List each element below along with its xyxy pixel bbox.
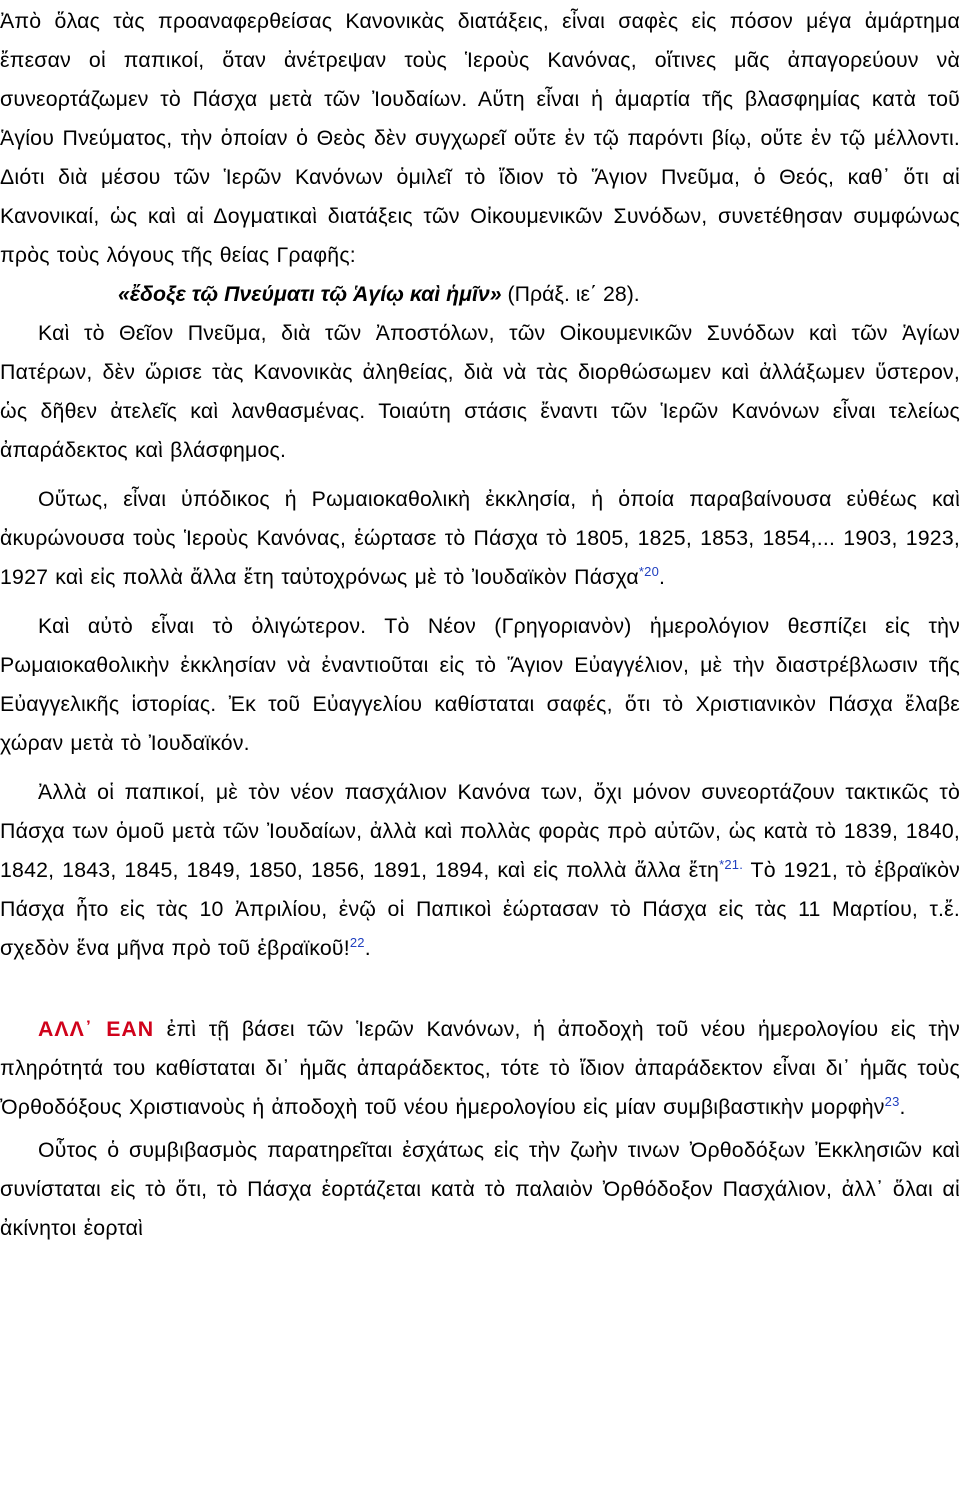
paragraph-text: Καὶ αὐτὸ εἶναι τὸ ὀλιγώτερον. Τὸ Νέον (Γρηγοριανὸν) ἡμερολόγιον θεσπίζει εἰς τὴν Ρωμαιοκαθολικὴν ἐκκλησίαν νὰ ἐναντιοῦται εἰς τὸ Ἅγιον Εὐαγγέλιον, μὲ τὴν διαστρέβλωσιν τῆς Εὐαγγελικῆς ἱστορίας. Ἐκ τοῦ Εὐαγγελίου καθίσταται σαφές, ὅτι τὸ Χριστιανικὸν Πάσχα ἔλαβε χώραν μετὰ τὸ Ἰουδαϊκόν. bbox=[0, 614, 960, 755]
paragraph-text-continued: Τὸ 1921, τὸ ἑβραϊκὸν Πάσχα ἦτο εἰς τὰς 10 Ἀπριλίου, ἐνῷ οἱ Παπικοὶ ἑώρτασαν τὸ Πάσχα εἰς τὰς 11 Μαρτίου, τ.ἔ. σχεδὸν ἕνα μῆνα πρὸ τοῦ ἑβραϊκοῦ! bbox=[0, 858, 960, 960]
paragraph-text: ἐπὶ τῇ βάσει τῶν Ἱερῶν Κανόνων, ἡ ἀποδοχὴ τοῦ νέου ἡμερολογίου εἰς τὴν πληρότητά του καθίσταται δι᾽ ἡμᾶς ἀπαράδεκτος, τότε τὸ ἴδιον ἀπαράδεκτον εἶναι δι᾽ ἡμᾶς τοὺς Ὀρθοδόξους Χριστιανοὺς ἡ ἀποδοχὴ τοῦ νέου ἡμερολογίου εἰς μίαν συμβιβαστικὴν μορφὴν bbox=[0, 1017, 960, 1119]
footnote-marker[interactable]: 23 bbox=[884, 1093, 900, 1109]
paragraph-end: . bbox=[899, 1095, 906, 1119]
paragraph-text: Ἀλλὰ οἱ παπικοί, μὲ τὸν νέον πασχάλιον Κανόνα των, ὄχι μόνον συνεορτάζουν τακτικῶς τὸ Πάσχα των ὁμοῦ μετὰ τῶν Ἰουδαίων, ἀλλὰ καὶ πολλὰς φορὰς πρὸ αὐτῶν, ὡς κατὰ τὸ 1839, 1840, 1842, 1843, 1845, 1849, 1850, 1856, 1891, 1894, καὶ εἰς πολλὰ ἄλλα ἔτη bbox=[0, 780, 960, 882]
paragraph-text: Οὗτος ὁ συμβιβασμὸς παρατηρεῖται ἐσχάτως εἰς τὴν ζωὴν τινων Ὀρθοδόξων Ἐκκλησιῶν καὶ συνίσταται εἰς τὸ ὅτι, τὸ Πάσχα ἑορτάζεται κατὰ τὸ παλαιὸν Ὀρθόδοξον Πασχάλιον, ἀλλ᾽ ὅλαι αἱ ἀκίνητοι ἑορταὶ bbox=[0, 1138, 960, 1240]
paragraph-text: Καὶ τὸ Θεῖον Πνεῦμα, διὰ τῶν Ἀποστόλων, τῶν Οἰκουμενικῶν Συνόδων καὶ τῶν Ἁγίων Πατέρων, δὲν ὥρισε τὰς Κανονικὰς ἀληθείας, διὰ νὰ τὰς διορθώσωμεν καὶ ἀλλάξωμεν ὕστερον, ὡς δῆθεν ἀτελεῖς καὶ λανθασμένας. Τοιαύτη στάσις ἔναντι τῶν Ἱερῶν Κανόνων εἶναι τελείως ἀπαράδεκτος καὶ βλάσφημος. bbox=[0, 321, 960, 462]
paragraph-compromise bbox=[0, 1131, 960, 1248]
quote-text: «ἔδοξε τῷ Πνεύματι τῷ Ἁγίῳ καὶ ἡμῖν» bbox=[118, 282, 502, 306]
paragraph-gregorian-calendar bbox=[0, 607, 960, 763]
red-lead-text: ΑΛΛ᾽ ΕΑΝ bbox=[38, 1017, 155, 1041]
paragraph-text: Οὕτως, εἶναι ὑπόδικος ἡ Ρωμαιοκαθολικὴ ἐκκλησία, ἡ ὁποία παραβαίνουσα εὐθέως καὶ ἀκυρώνουσα τοὺς Ἱεροὺς Κανόνας, ἑώρτασε τὸ Πάσχα τὸ 1805, 1825, 1853, 1854,... 1903, 1923, 1927 καὶ εἰς πολλὰ ἄλλα ἔτη ταὐτοχρόνως μὲ τὸ Ἰουδαϊκὸν Πάσχα bbox=[0, 487, 960, 589]
footnote-marker[interactable]: *20 bbox=[638, 563, 660, 579]
quote-reference: (Πράξ. ιε΄ 28). bbox=[501, 282, 640, 306]
footnote-marker[interactable]: 22 bbox=[349, 934, 365, 950]
paragraph-canons-summary bbox=[0, 2, 960, 275]
footnote-marker[interactable]: *21. bbox=[719, 856, 744, 872]
paragraph-but-if bbox=[0, 1010, 960, 1127]
paragraph-end: . bbox=[364, 936, 371, 960]
paragraph-end: . bbox=[659, 565, 666, 589]
paragraph-roman-catholic-dates bbox=[0, 480, 960, 597]
scripture-quote bbox=[0, 275, 960, 314]
paragraph-holy-spirit bbox=[0, 314, 960, 470]
paragraph-papists-pascha bbox=[0, 773, 960, 968]
paragraph-text: Ἀπὸ ὅλας τὰς προαναφερθείσας Κανονικὰς διατάξεις, εἶναι σαφὲς εἰς πόσον μέγα ἁμάρτημα ἔπεσαν οἱ παπικοί, ὅταν ἀνέτρεψαν τοὺς Ἱεροὺς Κανόνας, οἵτινες μᾶς ἀπαγορεύουν νὰ συνεορτάζωμεν τὸ Πάσχα μετὰ τῶν Ἰουδαίων. Αὕτη εἶναι ἡ ἁμαρτία τῆς βλασφημίας κατὰ τοῦ Ἁγίου Πνεύματος, τὴν ὁποίαν ὁ Θεὸς δὲν συγχωρεῖ οὔτε ἐν τῷ παρόντι βίῳ, οὔτε ἐν τῷ μέλλοντι. Διότι διὰ μέσου τῶν Ἱερῶν Κανόνων ὁμιλεῖ τὸ ἴδιον τὸ Ἅγιον Πνεῦμα, ὁ Θεός, καθ᾽ ὅτι αἱ Κανονικαί, ὡς καὶ αἱ Δογματικαὶ διατάξεις τῶν Οἰκουμενικῶν Συνόδων, συνετέθησαν συμφώνως πρὸς τοὺς λόγους τῆς θείας Γραφῆς: bbox=[0, 9, 960, 267]
